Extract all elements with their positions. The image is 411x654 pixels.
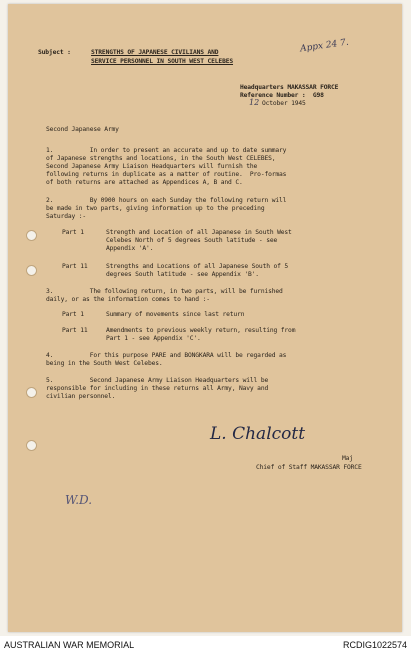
para-3-line: daily, or as the information comes to hand :- (46, 296, 210, 303)
subject-label: Subject : (38, 49, 71, 56)
part-label: Part 11 (62, 327, 88, 334)
part-text: Strength and Location of all Japanese in South West (106, 229, 292, 236)
signatory-title: Chief of Staff MAKASSAR FORCE (256, 464, 362, 471)
para-5-line: responsible for including in these returns all Army, Navy and (46, 385, 269, 392)
para-4-line: 4. For this purpose PARE and BONGKARA will be regarded as (46, 352, 287, 359)
part-label: Part 11 (62, 263, 88, 270)
para-4-line: being in the South West Celebes. (46, 360, 163, 367)
footer-id: RCDIG1022574 (342, 640, 407, 650)
footer-bar (0, 636, 411, 654)
para-5-line: civilian personnel. (46, 393, 116, 400)
subject-line-2: SERVICE PERSONNEL IN SOUTH WEST CELEBES (91, 58, 234, 65)
para-5-line: 5. Second Japanese Army Liaison Headquarters will be (46, 377, 269, 384)
footer-credit: AUSTRALIAN WAR MEMORIAL (4, 640, 135, 650)
part-text: Summary of movements since last return (106, 311, 245, 318)
part-label: Part 1 (62, 229, 84, 236)
part-text: Amendments to previous weekly return, resulting from (106, 327, 296, 334)
para-1-line: of Japanese strengths and locations, in the South West CELEBES, (46, 155, 276, 162)
para-1-line: of both returns are attached as Appendices A, B and C. (46, 179, 243, 186)
subject-line-1: STRENGTHS OF JAPANESE CIVILIANS AND (91, 49, 219, 56)
para-3-line: 3. The following return, in two parts, will be furnished (46, 288, 283, 295)
date: October 1945 (262, 100, 306, 107)
part-text: Appendix 'A'. (106, 245, 154, 252)
punch-hole (26, 265, 37, 276)
para-2-line: 2. By 0900 hours on each Sunday the following return will (46, 197, 287, 204)
signature: L. Chalcott (210, 424, 306, 444)
para-1-line: 1. In order to present an accurate and up to date summary (46, 147, 287, 154)
handwritten-appendix-note: Appx 24 7. (299, 37, 350, 55)
reference-number: Reference Number : G98 (240, 92, 324, 99)
part-text: Celebes North of 5 degrees South latitude - see (106, 237, 278, 244)
punch-hole (26, 440, 37, 451)
punch-hole (26, 230, 37, 241)
handwritten-wd: W.D. (65, 493, 93, 507)
part-text: degrees South latitude - see Appendix 'B'. (106, 271, 259, 278)
signatory-rank: Maj (342, 455, 353, 462)
part-text: Strengths and Locations of all Japanese South of 5 (106, 263, 289, 270)
addressee: Second Japanese Army (46, 126, 119, 133)
para-2-line: Saturday :- (46, 213, 87, 220)
headquarters: Headquarters MAKASSAR FORCE (240, 84, 339, 91)
para-2-line: be made in two parts, giving information up to the preceding (46, 205, 265, 212)
part-text: Part 1 - see Appendix 'C'. (106, 335, 201, 342)
para-1-line: Second Japanese Army Liaison Headquarters will furnish the (46, 163, 258, 170)
part-label: Part 1 (62, 311, 84, 318)
para-1-line: following returns in duplicate as a matter of routine. Pro-formas (46, 171, 287, 178)
date-day: 12 (249, 98, 260, 107)
punch-hole (26, 387, 37, 398)
